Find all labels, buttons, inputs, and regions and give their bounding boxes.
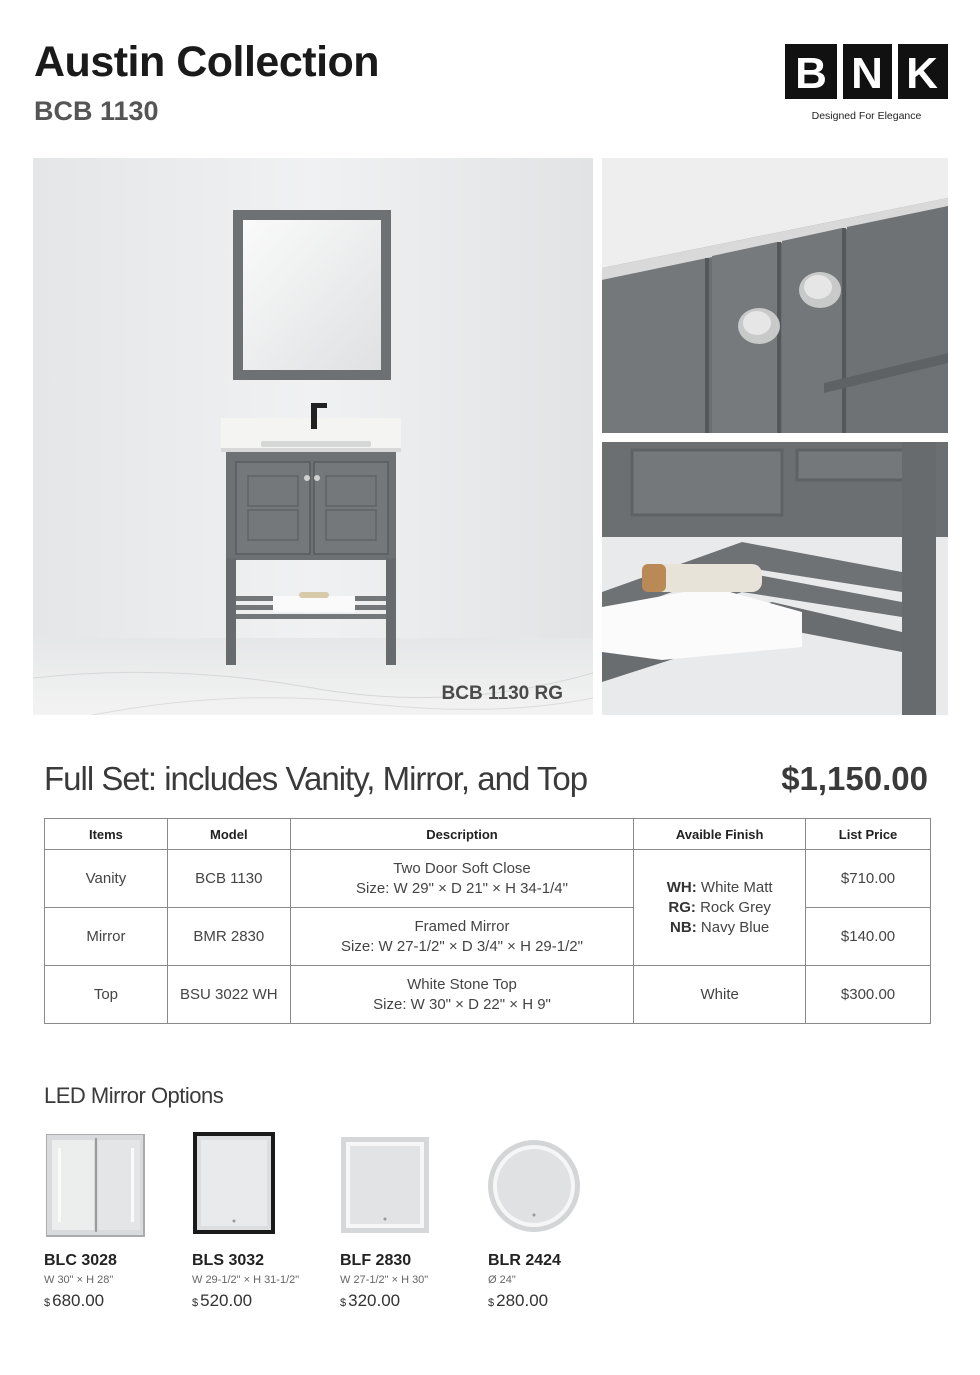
row-description (290, 966, 634, 1024)
led-mirror-price (44, 1291, 104, 1311)
row-model: BCB 1130 (167, 850, 290, 908)
currency-symbol: $ (44, 1297, 51, 1309)
finish-code: WH: (666, 878, 697, 896)
currency-symbol: $ (488, 1297, 495, 1309)
col-header-description: Description (290, 819, 634, 850)
finish-name: Rock Grey (700, 898, 771, 916)
row-description (290, 908, 634, 966)
description-line: Two Door Soft Close (393, 859, 531, 877)
currency-symbol: $ (192, 1297, 199, 1309)
led-mirror-image (44, 1130, 184, 1242)
led-mirror-price (340, 1291, 400, 1311)
finish-options (634, 850, 806, 966)
description-line: White Stone Top (407, 975, 517, 993)
finish-code: NB: (670, 918, 697, 936)
led-mirror-option (340, 1130, 480, 1310)
knob-detail-photo (602, 158, 948, 433)
svg-text:N: N (851, 49, 883, 98)
led-mirror-image (488, 1130, 628, 1242)
svg-text:K: K (906, 49, 938, 98)
finish-option (640, 918, 799, 938)
brand-tagline: Designed For Elegance (811, 110, 922, 122)
price-value: 680.00 (52, 1291, 105, 1310)
row-item: Vanity (45, 850, 168, 908)
table-row (45, 850, 931, 908)
led-mirror-price (192, 1291, 252, 1311)
price-value: 280.00 (496, 1291, 549, 1310)
vanity-main-photo (33, 158, 593, 715)
description-line: Framed Mirror (414, 917, 510, 935)
col-header-model: Model (167, 819, 290, 850)
row-model: BSU 3022 WH (167, 966, 290, 1024)
led-section-title: LED Mirror Options (44, 1083, 224, 1108)
price-value: 320.00 (348, 1291, 401, 1310)
led-mirror-image (340, 1130, 480, 1242)
price-value: 520.00 (200, 1291, 253, 1310)
full-set-label: Full Set: includes Vanity, Mirror, and Top (44, 760, 588, 797)
finish-name: Navy Blue (700, 918, 770, 936)
full-set-price: $1,150.00 (781, 760, 928, 797)
col-header-items: Items (45, 819, 168, 850)
finish-option (640, 878, 799, 898)
led-mirror-size: W 29-1/2" × H 31-1/2" (192, 1274, 300, 1286)
row-finish: White (634, 966, 806, 1024)
led-mirror-option (44, 1130, 184, 1310)
currency-symbol: $ (340, 1297, 347, 1309)
svg-text:B: B (795, 49, 827, 98)
row-price: $710.00 (806, 850, 931, 908)
model-number: BCB 1130 (34, 96, 159, 126)
row-price: $300.00 (806, 966, 931, 1024)
finish-code: RG: (668, 898, 696, 916)
led-mirror-image (192, 1130, 332, 1242)
led-mirror-size: W 30" × H 28" (44, 1274, 114, 1286)
row-price: $140.00 (806, 908, 931, 966)
col-header-price: List Price (806, 819, 931, 850)
finish-name: White Matt (700, 878, 773, 896)
table-row (45, 966, 931, 1024)
table-header-row (45, 819, 931, 850)
led-mirror-option (488, 1130, 628, 1310)
row-model: BMR 2830 (167, 908, 290, 966)
description-size: Size: W 27-1/2" × D 3/4" × H 29-1/2" (341, 937, 583, 955)
led-mirror-model: BLC 3028 (44, 1252, 117, 1269)
led-mirror-size: Ø 24" (488, 1274, 516, 1286)
led-mirror-size: W 27-1/2" × H 30" (340, 1274, 429, 1286)
led-mirror-model: BLS 3032 (192, 1252, 265, 1269)
photo-caption: BCB 1130 RG (441, 683, 563, 704)
spec-table (44, 818, 931, 1024)
led-mirror-model: BLR 2424 (488, 1252, 561, 1269)
led-mirror-price (488, 1291, 548, 1311)
finish-option (640, 898, 799, 918)
col-header-finish: Avaible Finish (634, 819, 806, 850)
led-mirror-model: BLF 2830 (340, 1252, 412, 1269)
row-description (290, 850, 634, 908)
description-size: Size: W 30" × D 22" × H 9" (373, 995, 551, 1013)
page-title: Austin Collection (34, 38, 380, 86)
brand-logo (785, 44, 948, 99)
row-item: Top (45, 966, 168, 1024)
description-size: Size: W 29" × D 21" × H 34-1/4" (356, 879, 568, 897)
led-mirror-option (192, 1130, 332, 1310)
row-item: Mirror (45, 908, 168, 966)
shelf-detail-photo (602, 442, 948, 715)
